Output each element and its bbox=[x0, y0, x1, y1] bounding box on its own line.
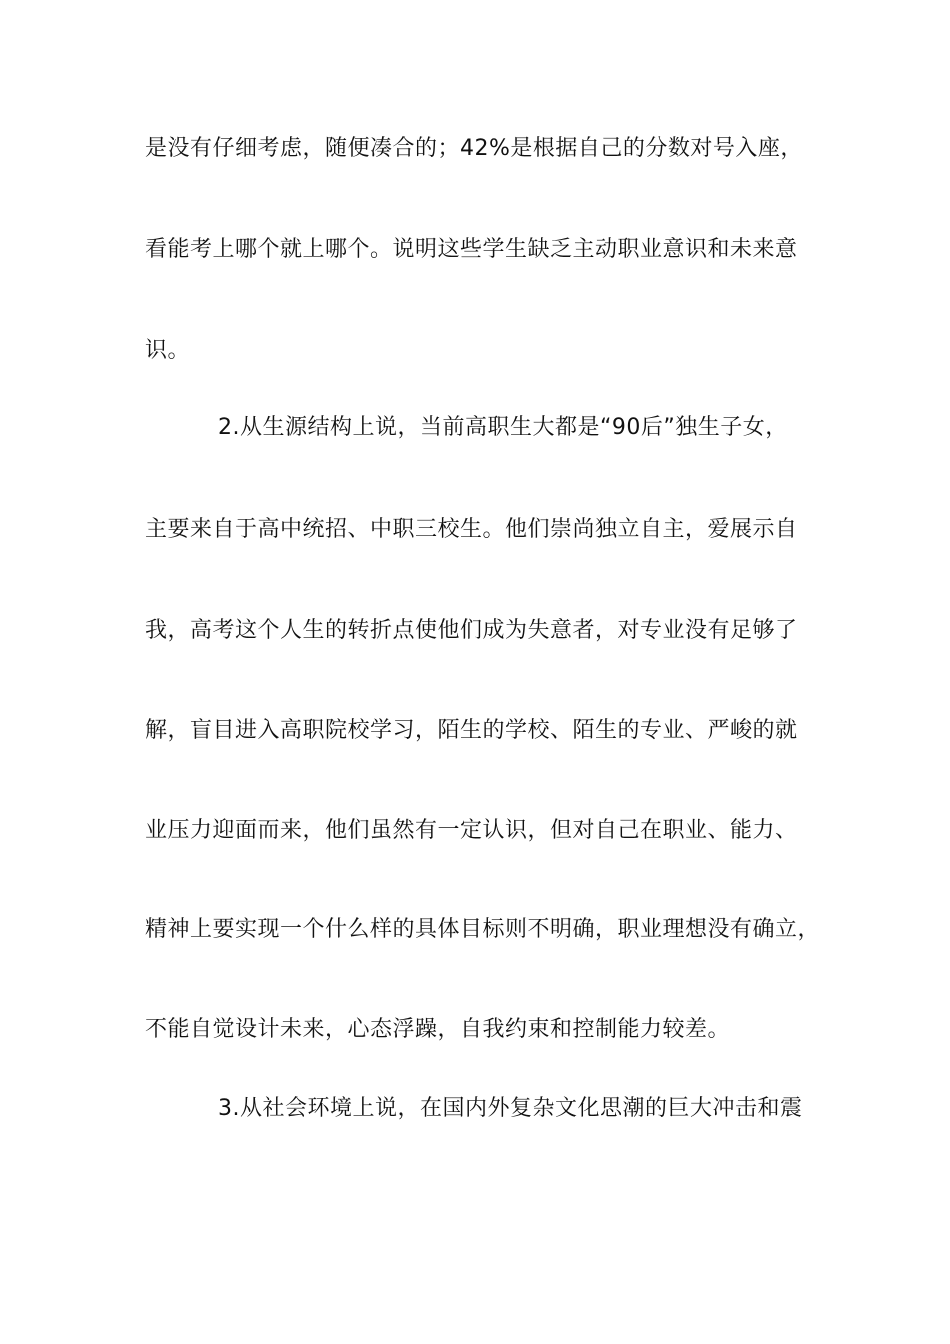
text-line-1: 是没有仔细考虑，随便凑合的；42%是根据自己的分数对号入座， bbox=[145, 136, 803, 161]
text-line-8: 业压力迎面而来，他们虽然有一定认识，但对自己在职业、能力、 bbox=[145, 818, 798, 843]
text-line-5: 主要来自于高中统招、中职三校生。他们崇尚独立自主，爱展示自 bbox=[145, 517, 798, 542]
text-line-3: 识。 bbox=[145, 338, 191, 363]
paragraph-2-start: 2.从生源结构上说，当前高职生大都是“90后”独生子女， bbox=[218, 415, 788, 440]
text-line-7: 解，盲目进入高职院校学习，陌生的学校、陌生的专业、严峻的就 bbox=[145, 718, 798, 743]
paragraph-3-start: 3.从社会环境上说，在国内外复杂文化思潮的巨大冲击和震 bbox=[218, 1096, 803, 1121]
text-line-2: 看能考上哪个就上哪个。说明这些学生缺乏主动职业意识和未来意 bbox=[145, 237, 798, 262]
text-line-9: 精神上要实现一个什么样的具体目标则不明确，职业理想没有确立， bbox=[145, 917, 821, 942]
text-line-10: 不能自觉设计未来，心态浮躁，自我约束和控制能力较差。 bbox=[145, 1017, 731, 1042]
text-line-6: 我，高考这个人生的转折点使他们成为失意者，对专业没有足够了 bbox=[145, 618, 798, 643]
